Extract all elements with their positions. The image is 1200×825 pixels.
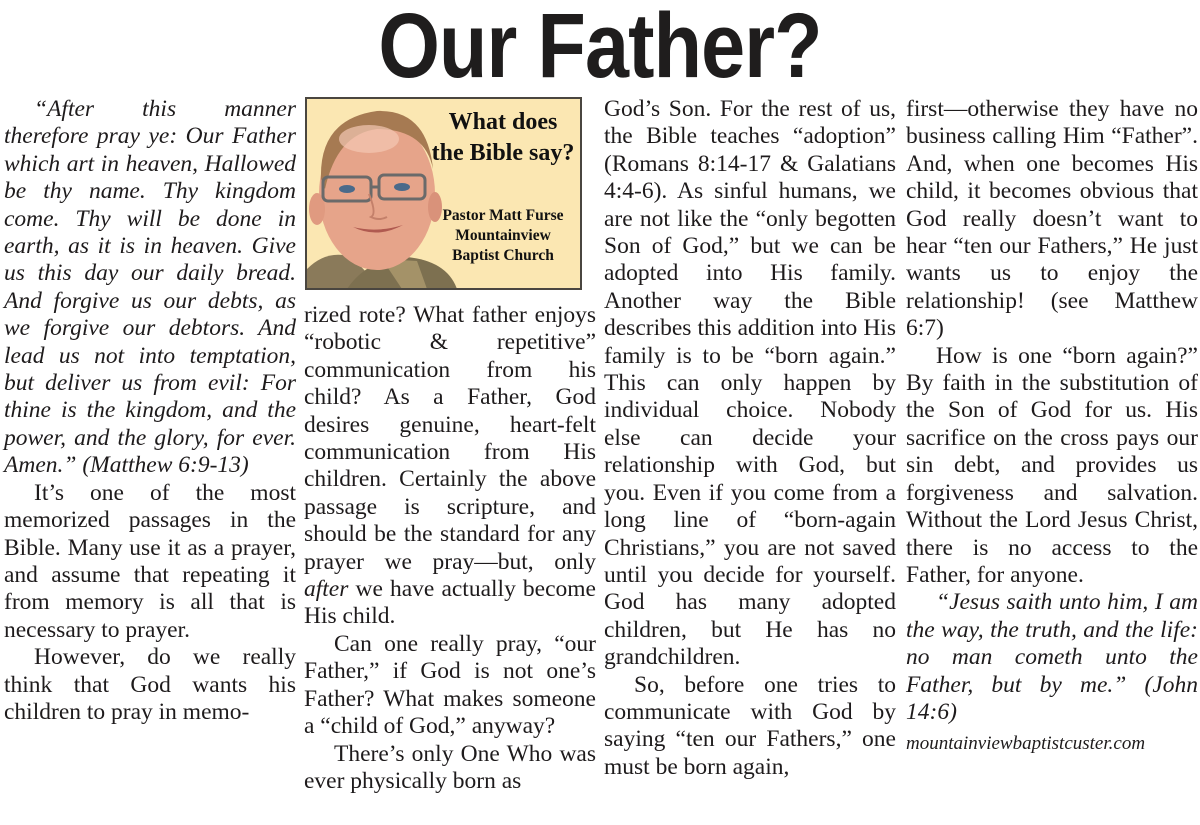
scripture-quote-john: “Jesus saith unto him, I am the way, the truth, and the life: no man cometh unto the Father, but by me.” (John 14:6) (906, 589, 1198, 725)
column-title-line: What does (448, 109, 558, 135)
paragraph (304, 302, 596, 631)
paragraph: There’s only One Who was ever physically born as (304, 740, 596, 794)
text-run: rized rote? What father enjoys “robotic & repetitive” communication from his child? As a Father, God desires genuine, heart-felt communication from His children. Certainly the above passage is scripture, and should be the standard for any prayer we pray—but, only (304, 302, 596, 575)
column-signature-box (305, 97, 582, 290)
paragraph: It’s one of the most memorized passages in the Bible. Many use it as a prayer, and assume that repeating it from memory is all that is necessary to prayer. (4, 479, 296, 643)
paragraph: However, do we really think that God wants his children to pray in memo- (4, 644, 296, 725)
author-byline (425, 206, 581, 266)
emphasis: after (304, 576, 349, 603)
scripture-quote-matthew: “After this manner therefore pray ye: Our Father which art in heaven, Hallowed be thy name. Thy kingdom come. Thy will be done in earth, as it is in heaven. Give us this day our daily bread. And forgive us our debts, as we forgive our debtors. And lead us not into temptation, but deliver us from evil: For thine is the kingdom, and the power, and the glory, for ever. Amen.” (Matthew 6:9-13) (4, 96, 296, 479)
paragraph: So, before one tries to communicate with God by saying “ten our Fathers,” one must be born again, (604, 671, 896, 780)
column-1 (4, 96, 296, 726)
paragraph: first—otherwise they have no business calling Him “Father”. And, when one becomes His child, it becomes obvious that God really doesn’t want to hear “ten our Fathers,” He just wants us to enjoy the relationship! (see Matthew 6:7) (906, 96, 1198, 342)
church-name: Baptist Church (452, 247, 554, 264)
paragraph: God’s Son. For the rest of us, the Bible teaches “adoption” (Romans 8:14-17 & Galatians 4:4-6). As sinful humans, we are not like the “only begotten Son of God,” but we can be adopted into His family. Another way the Bible describes this addition into His family is to be “born again.” This can only happen by individual choice. Nobody else can decide your relationship with God, but you. Even if you come from a long line of “born-again Christians,” you are not saved until you decide for yourself. God has many adopted children, but He has no grandchildren. (604, 96, 896, 671)
column-title-line: the Bible say? (431, 140, 575, 166)
headline: Our Father? (378, 0, 822, 97)
text-run: we have actually become His child. (304, 576, 596, 630)
paragraph: How is one “born again?” By faith in the substitution of the Son of God for us. His sacrifice on the cross pays our sin debt, and provides us forgiveness and salvation. Without the Lord Jesus Christ, there is no access to the Father, for anyone. (906, 342, 1198, 588)
column-4 (906, 96, 1198, 758)
column-3 (604, 96, 896, 781)
paragraph: Can one really pray, “our Father,” if God is not one’s Father? What makes someone a “child of God,” anyway? (304, 630, 596, 740)
column-title (425, 107, 581, 169)
church-website-link[interactable]: mountainviewbaptistcuster.com (906, 733, 1146, 755)
author-name: Pastor Matt Furse (442, 207, 564, 224)
church-name: Mountainview (455, 227, 551, 244)
